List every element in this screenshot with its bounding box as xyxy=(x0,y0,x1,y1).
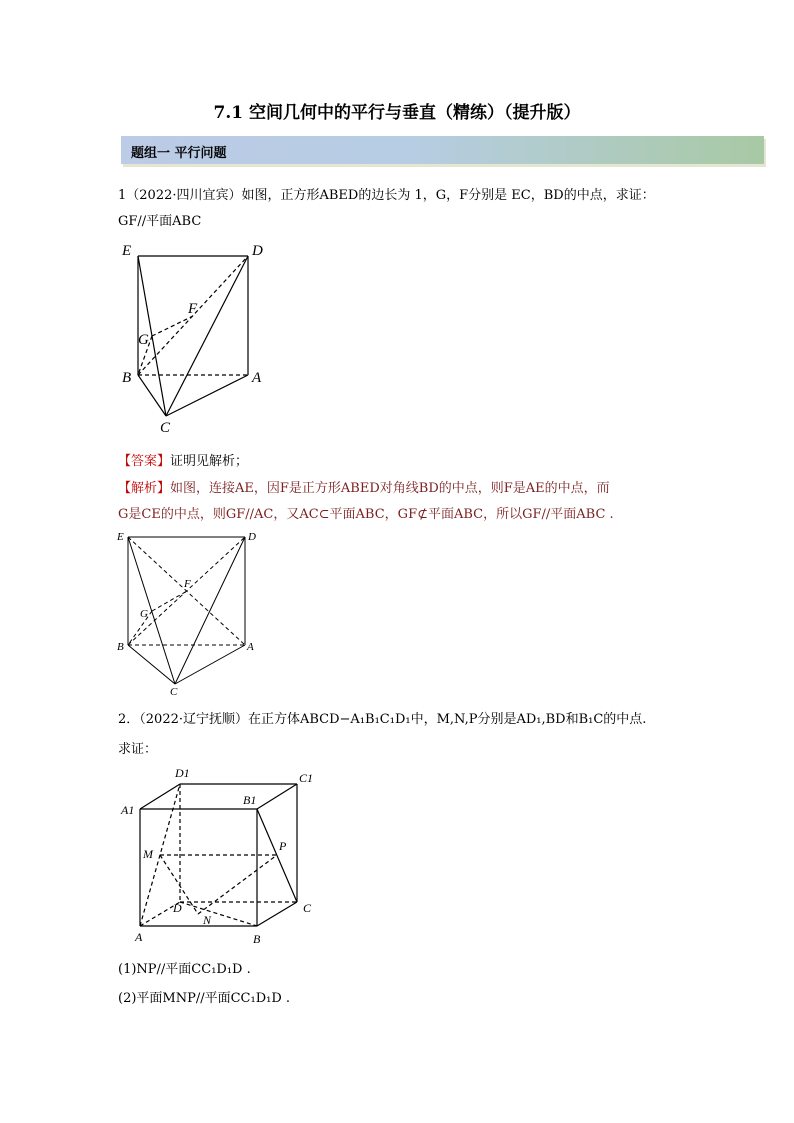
label-A: A xyxy=(252,370,262,386)
label2-F: F xyxy=(184,578,191,590)
label-E: E xyxy=(122,243,132,259)
page-title: 7.1 空间几何中的平行与垂直（精练）（提升版） xyxy=(213,103,581,123)
analysis-text-1: 如图，连接AE，因F是正方形ABED对角线BD的中点，则F是AE的中点，而 xyxy=(170,481,610,496)
question-2-prompt: 求证： xyxy=(118,742,158,757)
label2-G: G xyxy=(140,608,148,620)
label-G: G xyxy=(138,332,149,348)
label-C: C xyxy=(160,420,171,436)
question-2-part-2: (2)平面MNP//平面CC₁D₁D . xyxy=(118,991,291,1006)
question-2-text: 2．（2022·辽宁抚顺）在正方体ABCD−A₁B₁C₁D₁中，M,N,P分别是AD₁,BD和B₁C的中点. xyxy=(118,712,647,727)
label3-D: D xyxy=(173,901,182,915)
label2-D: D xyxy=(248,531,256,543)
label-F: F xyxy=(188,301,198,317)
label3-B: B xyxy=(253,932,261,946)
label3-N: N xyxy=(203,913,212,927)
question-1-claim: GF//平面ABC xyxy=(118,214,202,229)
section-header xyxy=(121,136,764,164)
question-1-text: 1（2022·四川宜宾）如图，正方形ABED的边长为 1，G，F分别是 EC，BD的中点，求证： xyxy=(118,188,655,203)
label3-M: M xyxy=(143,847,153,861)
label3-C: C xyxy=(303,901,312,915)
figure-1-prism xyxy=(110,236,280,436)
label3-P: P xyxy=(279,839,287,853)
label2-A: A xyxy=(247,641,254,653)
answer-line xyxy=(118,450,248,469)
answer-text: 证明见解析； xyxy=(170,454,249,469)
figure-2-prism xyxy=(112,527,262,697)
label2-B: B xyxy=(117,641,124,653)
analysis-label: 【解析】 xyxy=(118,481,171,496)
label-D: D xyxy=(252,243,263,259)
analysis-line-1 xyxy=(118,477,610,496)
label3-C1: C1 xyxy=(299,771,314,785)
question-2-part-1: (1)NP//平面CC₁D₁D . xyxy=(118,962,251,977)
analysis-line-2: G是CE的中点，则GF//AC，又AC⊂平面ABC，GF⊄平面ABC，所以GF//平面ABC . xyxy=(118,507,614,522)
section-title: 题组一 平行问题 xyxy=(131,146,227,161)
label3-A: A xyxy=(135,930,143,944)
figure-3-cube xyxy=(115,764,325,949)
label2-C: C xyxy=(170,686,178,697)
label-B: B xyxy=(122,370,132,386)
label3-D1: D1 xyxy=(175,766,190,780)
label3-A1: A1 xyxy=(121,803,135,817)
answer-label: 【答案】 xyxy=(118,454,171,469)
label2-E: E xyxy=(117,531,124,543)
label3-B1: B1 xyxy=(243,793,257,807)
